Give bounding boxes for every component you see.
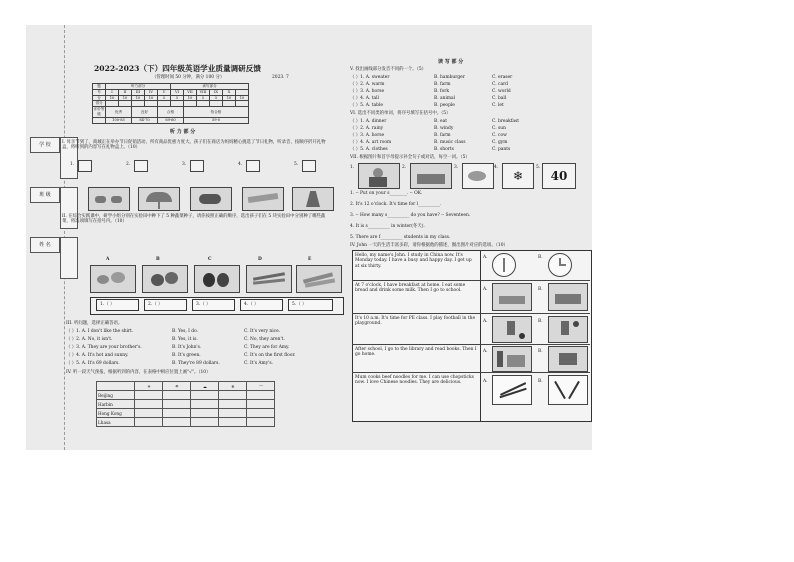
q5-option-a: （ ）4. A. tall xyxy=(350,96,379,101)
q5-option-a: （ ）5. A. table xyxy=(350,103,383,108)
score-table xyxy=(92,83,249,124)
city-label: Hong Kong xyxy=(97,409,135,418)
clock-icon[interactable] xyxy=(548,253,572,277)
gift-box-icon xyxy=(78,160,92,172)
q3-text: III. 听问题，选择正确答语。 xyxy=(66,321,123,326)
q7-sentence: 5. There are f__________ students in my class. xyxy=(350,235,451,240)
john-row-text: At 7 o'clock, I have breakfast at home. I eat some bread and drink some milk. Then I go to school. xyxy=(355,283,466,294)
john-text-column xyxy=(352,250,482,422)
pic-number: 3. xyxy=(454,165,459,170)
option-a-label: A. xyxy=(483,379,488,384)
breakfast-picture[interactable] xyxy=(548,283,588,311)
veg-letter: E xyxy=(308,257,312,262)
gift-box-icon xyxy=(246,160,260,172)
q3-option-b: B. They're 89 dollars. xyxy=(172,361,220,366)
q6-option-a: （ ）3. A. horse xyxy=(350,133,385,138)
q6-text: VI. 选出不同类的单词，将序号填写在括号中。（5） xyxy=(350,111,451,116)
option-a-label: A. xyxy=(483,319,488,324)
row-divider xyxy=(352,344,590,345)
breakfast-picture[interactable] xyxy=(492,283,532,311)
city-label: Lhasa xyxy=(97,418,135,427)
reading-picture[interactable] xyxy=(548,346,588,372)
snowy-icon: ❄ xyxy=(219,382,247,391)
cloudy-icon: ☁ xyxy=(191,382,219,391)
reading-heading: 读 写 部 分 xyxy=(438,59,464,65)
q6-option-c: C. gym xyxy=(492,140,508,145)
q3-option-a: （ ）1. A. I don't like the shirt. xyxy=(66,329,134,334)
q6-option-c: C. pants xyxy=(492,147,511,152)
library-picture[interactable] xyxy=(492,346,532,372)
weather-row xyxy=(97,391,275,400)
page-subtitle: （管理时间 50 分钟，满分 100 分） xyxy=(152,75,225,80)
knife-fork-icon[interactable] xyxy=(548,375,588,405)
q2-text: II. 在综合实践课中，研学小组分别在实验田中种下了 5 种蔬菜种子，请你按照正确的顺序，选出孩子们在 5 块实验田中分别种了哪些蔬菜，将选项填写在括号内。（10） xyxy=(62,214,326,225)
veg-letter: D xyxy=(258,257,262,262)
weather-row xyxy=(97,400,275,409)
number-forty-icon: 40 xyxy=(542,163,576,189)
q5-option-b: B. farm xyxy=(434,82,451,87)
dress-icon xyxy=(292,187,334,211)
option-b-label: B. xyxy=(538,319,543,324)
score-row-2: 号 I II III IV V VI VII VIII IX X xyxy=(93,89,249,95)
score-row-4: 得分 xyxy=(93,101,249,107)
gift-box-icon xyxy=(190,160,204,172)
answer-box-2[interactable]: 2.（ ） xyxy=(144,299,187,311)
q7-sentence: 1. -- Put on your s________. -- OK. xyxy=(350,191,423,196)
john-row-text: Hello, my name's John. I study in China now. It's Monday today. I have a busy and happy day. I get up at six thirty. xyxy=(355,253,472,269)
q5-option-a: （ ）3. A. horse xyxy=(350,89,385,94)
page-title: 2022-2023（下）四年级英语学业质量调研反馈 xyxy=(94,64,261,73)
q5-option-a: （ ）1. A. sweater xyxy=(350,75,390,80)
sunny-icon: ☀ xyxy=(135,382,163,391)
option-b-label: B. xyxy=(538,379,543,384)
q3-option-c: C. No, they aren't. xyxy=(244,337,285,342)
city-label: Beijing xyxy=(97,391,135,400)
q6-option-c: C. cow xyxy=(492,133,507,138)
pic-number: 1. xyxy=(350,165,355,170)
pic-number: 5. xyxy=(536,165,541,170)
basketball-picture[interactable] xyxy=(548,316,588,343)
q6-option-a: （ ）4. A. art room xyxy=(350,140,392,145)
q5-text: V. 找出画线部分发音不同的一个。（5） xyxy=(350,67,427,72)
answer-box-1[interactable]: 1.（ ） xyxy=(96,299,139,311)
gift-number: 2. xyxy=(126,162,131,167)
option-b-label: B. xyxy=(538,255,543,260)
listening-heading: 听 力 部 分 xyxy=(170,129,196,135)
row-divider xyxy=(352,280,590,281)
john-row-text: After school, I go to the library and read books. Then I go home. xyxy=(355,347,477,358)
q6-option-a: （ ）5. A. clothes xyxy=(350,147,388,152)
q3-option-c: C. It's very nice. xyxy=(244,329,281,334)
weather-row xyxy=(97,418,275,427)
gift-number: 4. xyxy=(238,162,243,167)
q6-option-b: B. music class xyxy=(434,140,466,145)
q3-option-a: （ ）3. A. They are your brother's. xyxy=(66,345,142,350)
q1-text: I. 母亲节到了，商城正在举办节日促销活动，所有商品优惠力度大。孩子们在商店为妈妈精心挑选了节日礼物，听录音，按顺序折开礼物盒，将听到的内容写在礼物盒上。（10） xyxy=(62,140,326,151)
q5-option-b: B. animal xyxy=(434,96,456,101)
gift-number: 3. xyxy=(182,162,187,167)
q3-option-c: C. It's on the first floor. xyxy=(244,353,296,358)
option-b-label: B. xyxy=(538,287,543,292)
option-a-label: A. xyxy=(483,349,488,354)
score-row-3: 分 10 10 10 10 5 5 10 5 5 10 10 xyxy=(93,95,249,101)
q3-option-c: C. It's Amy's. xyxy=(244,361,274,366)
q3-option-b: B. It's green. xyxy=(172,353,201,358)
answer-box-5[interactable]: 5.（ ） xyxy=(288,299,333,311)
eggplants-icon xyxy=(194,265,240,293)
q7-text: VII. 根据图片和首字母提示补全句子或对话，每空一词。（5） xyxy=(350,155,470,160)
option-b-label: B. xyxy=(538,349,543,354)
weather-row xyxy=(97,409,275,418)
score-row-5: 评价等级 优秀 良好 合格 待合格 xyxy=(93,107,249,118)
q6-option-b: B. windy xyxy=(434,126,454,131)
veg-letter: B xyxy=(156,257,160,262)
option-a-label: A. xyxy=(483,287,488,292)
q3-option-a: （ ）2. A. No, it isn't. xyxy=(66,337,113,342)
name-label: 姓 名 xyxy=(30,237,60,253)
q5-option-b: B. people xyxy=(434,103,455,108)
q7-sentence: 2. It's 12 o'clock. It's time for l__________. xyxy=(350,202,442,207)
q6-option-b: B. eat xyxy=(434,119,447,124)
chopsticks-icon[interactable] xyxy=(492,375,532,405)
tomatoes-icon xyxy=(142,265,188,293)
q5-option-b: B. fork xyxy=(434,89,450,94)
school-label: 学 校 xyxy=(30,137,60,153)
q5-option-a: （ ）2. A. warm xyxy=(350,82,385,87)
scarf-icon xyxy=(242,187,284,211)
option-a-label: A. xyxy=(483,255,488,260)
q5-option-c: C. eraser xyxy=(492,75,513,80)
weather-table xyxy=(96,381,275,427)
exam-date: 2023. 7 xyxy=(272,75,289,80)
q6-option-a: （ ）1. A. dinner xyxy=(350,119,387,124)
score-row-1: 题 听力部分 读写部分 xyxy=(93,84,249,90)
q7-sentence: 4. It is s__________ in winter(冬天). xyxy=(350,224,425,229)
name-field[interactable] xyxy=(60,237,78,279)
class-label: 班 级 xyxy=(30,187,60,203)
pic-number: 2. xyxy=(402,165,407,170)
q5-option-c: C. card xyxy=(492,82,508,87)
q3-option-a: （ ）5. A. It's 69 dollars. xyxy=(66,361,120,366)
clock-icon[interactable] xyxy=(492,253,516,277)
q5-option-c: C. world xyxy=(492,89,511,94)
pic-number: 4. xyxy=(494,165,499,170)
q3-option-b: B. It's John's. xyxy=(172,345,202,350)
sunglasses-icon xyxy=(88,187,130,211)
veg-letter: C xyxy=(208,257,212,262)
snow-icon: ❄ xyxy=(502,163,534,189)
q3-option-b: B. Yes, it is. xyxy=(172,337,198,342)
q6-option-c: C. breakfast xyxy=(492,119,520,124)
sweater-person-icon xyxy=(358,163,400,189)
q3-option-a: （ ）4. A. It's hot and sunny. xyxy=(66,353,129,358)
q5-option-c: C. ball xyxy=(492,96,507,101)
q4-text: IV. 听一段天气预报，根据听到的内容，在表格中相应位置上画"√"。（10） xyxy=(66,370,211,375)
veg-letter: A xyxy=(106,257,110,262)
q6-option-a: （ ）2. A. rainy xyxy=(350,126,384,131)
row-divider xyxy=(352,372,590,373)
exam-sheet xyxy=(26,25,592,450)
john-row-text: It's 10 a.m. It's time for PE class. I play football in the playground. xyxy=(355,316,476,327)
q6-option-b: B. shorts xyxy=(434,147,454,152)
q5-option-b: B. hamburger xyxy=(434,75,465,80)
q8-text: IV. John 一天的生活丰富多彩，请你根据他的描述，圈出图片对应的选项。（10） xyxy=(350,243,508,248)
gift-box-icon xyxy=(134,160,148,172)
green-beans-icon xyxy=(246,265,292,293)
q6-option-b: B. farm xyxy=(434,133,451,138)
umbrella-icon xyxy=(138,187,180,211)
potatoes-icon xyxy=(90,265,136,293)
score-row-6: 100-85 84-70 69-60 59-0 xyxy=(93,117,249,123)
row-divider xyxy=(352,313,590,314)
rainy-icon: ☂ xyxy=(163,382,191,391)
john-row-text: Mum cooks beef noodles for me. I can use chopsticks now. I love Chinese noodles. They are delicious. xyxy=(355,375,474,386)
q7-sentence: 3. -- How many s__________ do you have? -- Seventeen. xyxy=(350,213,471,218)
football-picture[interactable] xyxy=(492,316,532,343)
answer-box-4[interactable]: 4.（ ） xyxy=(240,299,283,311)
windy-icon: 〰 xyxy=(247,382,275,391)
q3-option-b: B. Yes, I do. xyxy=(172,329,199,334)
q3-option-c: C. They are for Amy. xyxy=(244,345,290,350)
bracelet-icon xyxy=(190,187,232,211)
q6-option-c: C. sun xyxy=(492,126,506,131)
lunch-icon xyxy=(410,163,452,189)
q5-option-c: C. let xyxy=(492,103,504,108)
gift-number: 5. xyxy=(294,162,299,167)
sheep-icon xyxy=(462,163,494,189)
answer-box-3[interactable]: 3.（ ） xyxy=(192,299,235,311)
carrots-icon xyxy=(296,265,342,293)
city-label: Harbin xyxy=(97,400,135,409)
gift-number: 1. xyxy=(70,162,75,167)
gift-box-icon xyxy=(302,160,316,172)
